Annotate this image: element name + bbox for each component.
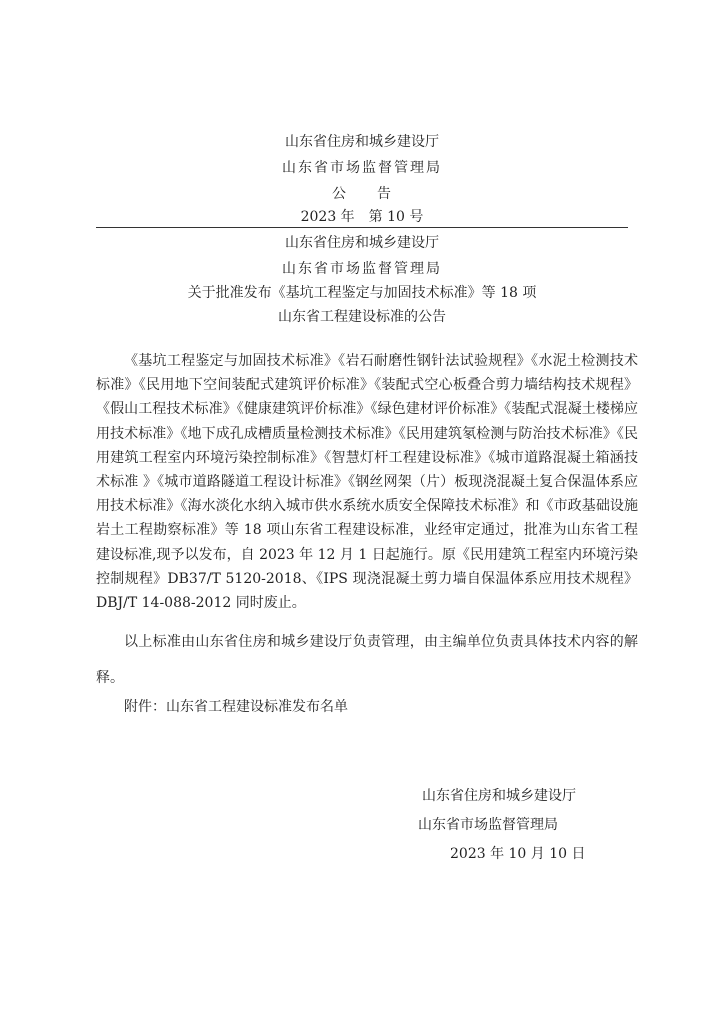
title-subject: 关于批准发布《基坑工程鉴定与加固技术标准》等 18 项 (187, 285, 537, 301)
signature-issuer-housing: 山东省住房和城乡建设厅 (422, 788, 576, 804)
body-paragraph-standards: 《基坑工程鉴定与加固技术标准》《岩石耐磨性钢针法试验规程》《水泥土检测技术标准》《民用地下空间装配式建筑评价标准》《装配式空心板叠合剪力墙结构技术规程》《假山工程技术标准》《健康建筑评价标准》《绿色建材评价标准》《装配式混凝土楼梯应用技术标准》《地下成孔成槽质量检测技术标准》《民用建筑氡检测与防治技术标准》《民用建筑工程室内环境污染控制标准》《智慧灯杆工程建设标准》《城市道路混凝土箱涵技术标准 》《城市道路隧道工程设计标准》《钢丝网架（片）板现浇混凝土复合保温体系应用技术标准》《海水淡化水纳入城市供水系统水质安全保障技术标准》和《市政基础设施岩土工程勘察标准》等 18 项山东省工程建设标准，业经审定通过，批准为山东省工程建设标准,现予以发布，自 2023 年 12 月 1 日起施行。原《民用建筑工程室内环境污染控制规程》DB37/T 5120-2018、《IPS 现浇混凝土剪力墙自保温体系应用技术规程》DBJ/T 14-088-2012 同时废止。 (96, 353, 638, 612)
title-issuer-housing: 山东省住房和城乡建设厅 (285, 235, 439, 251)
header-issuer-market: 山东省市场监督管理局 (282, 160, 442, 176)
signature-issuer-market: 山东省市场监督管理局 (418, 817, 558, 833)
body-paragraph-management: 以上标准由山东省住房和城乡建设厅负责管理，由主编单位负责具体技术内容的解释。 (96, 634, 638, 686)
title-subject-end: 山东省工程建设标准的公告 (278, 309, 446, 325)
header-doc-number: 2023 年 第 10 号 (300, 209, 424, 225)
header-issuer-housing: 山东省住房和城乡建设厅 (285, 134, 439, 150)
header-divider (96, 227, 628, 228)
header-doc-type: 公 告 (332, 186, 392, 202)
signature-date: 2023 年 10 月 10 日 (450, 846, 586, 862)
body-attachment: 附件：山东省工程建设标准发布名单 (124, 699, 348, 715)
title-issuer-market: 山东省市场监督管理局 (282, 261, 442, 277)
